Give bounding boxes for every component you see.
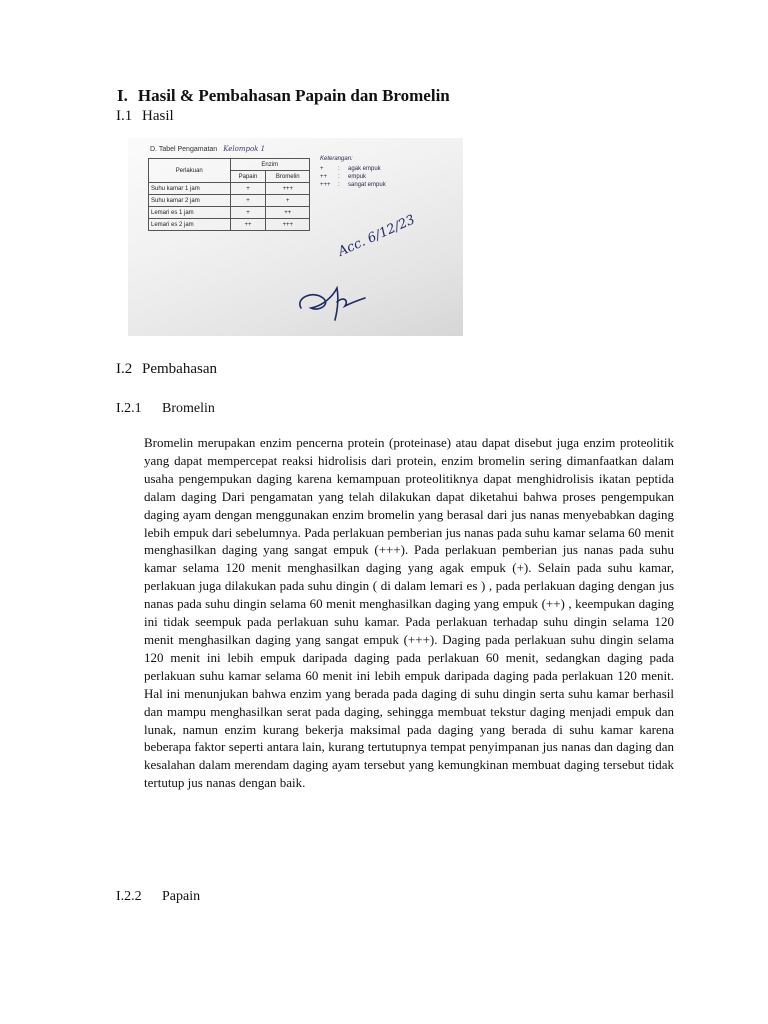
subsection-bromelin-number: I.2.1 bbox=[116, 401, 142, 416]
keterangan-item: + : agak empuk bbox=[320, 166, 381, 172]
header-bromelin: Bromelin bbox=[266, 171, 310, 183]
header-papain: Papain bbox=[230, 171, 266, 183]
subsection-papain-number: I.2.2 bbox=[116, 889, 142, 904]
keterangan-legend bbox=[320, 156, 386, 190]
keterangan-text: sangat empuk bbox=[348, 182, 386, 188]
handwritten-approval-note: Acc. 6/12/23 bbox=[336, 212, 418, 260]
main-heading-number: I. bbox=[117, 86, 128, 105]
section-hasil-heading bbox=[116, 108, 174, 125]
cell-bromelin: +++ bbox=[266, 183, 310, 195]
table-row bbox=[149, 195, 310, 207]
subsection-bromelin-heading bbox=[116, 401, 215, 417]
subsection-papain-heading bbox=[116, 889, 200, 905]
keterangan-text: agak empuk bbox=[348, 166, 381, 172]
cell-papain: + bbox=[230, 183, 266, 195]
signature-icon bbox=[293, 278, 373, 323]
cell-perlakuan: Lemari es 2 jam bbox=[149, 219, 231, 231]
subsection-bromelin-title: Bromelin bbox=[162, 401, 215, 416]
keterangan-text: empuk bbox=[348, 174, 367, 180]
section-hasil-number: I.1 bbox=[116, 108, 133, 124]
photo-handwritten-group: Kelompok 1 bbox=[223, 145, 266, 153]
cell-perlakuan: Lemari es 1 jam bbox=[149, 207, 231, 219]
cell-bromelin: + bbox=[266, 195, 310, 207]
subsection-papain-title: Papain bbox=[162, 889, 201, 904]
main-heading-title: Hasil & Pembahasan Papain dan Bromelin bbox=[137, 86, 450, 105]
table-header-row bbox=[149, 159, 310, 171]
section-pembahasan-heading bbox=[116, 361, 217, 378]
observation-table bbox=[148, 158, 310, 231]
main-heading bbox=[117, 86, 450, 106]
photo-table-label bbox=[150, 145, 265, 153]
cell-perlakuan: Suhu kamar 2 jam bbox=[149, 195, 231, 207]
keterangan-symbol: +++ bbox=[320, 182, 331, 188]
observation-table-photo bbox=[128, 138, 463, 336]
keterangan-title: Keterangan: bbox=[320, 156, 353, 162]
cell-papain: + bbox=[230, 207, 266, 219]
bromelin-paragraph: Bromelin merupakan enzim pencerna protein (proteinase) atau dapat disebut juga enzim proteolitik yang dapat mempercepat reaksi hidrolisis dari protein, enzim bromelin sering dimanfaatkan dalam usaha pengempukan daging karena kemampuan proteolitiknya dapat menghidrolisis ikatan peptida dalam daging Dari pengamatan yang telah dilakukan dapat diketahui bahwa proses pengempukan daging ayam dengan menggunakan enzim bromelin yang berasal dari jus nanas menyebabkan daging lebih empuk dari sebelumnya. Pada perlakuan pemberian jus nanas pada suhu kamar selama 60 menit menghasilkan daging yang sangat empuk (+++). Pada perlakuan pemberian jus nanas pada suhu kamar selama 120 menit menghasilkan daging yang agak empuk (+). Selain pada suhu kamar, perlakuan juga dilakukan pada suhu dingin ( di dalam lemari es ) , pada perlakuan daging dengan jus nanas pada suhu dingin selama 60 menit menghasilkan daging yang empuk (++) , keempukan daging ini tidak seempuk pada perlakuan suhu kamar. Pada perlakuan terhadap suhu dingin selama 120 menit menghasilkan daging yang sangat empuk (+++). Daging pada perlakuan suhu dingin selama 120 menit ini lebih empuk daripada daging pada perlakuan 60 menit, sedangkan daging pada perlakuan suhu kamar selama 60 menit ini lebih empuk daripada daging pada perlakuan 120 menit. Hal ini menunjukan bahwa enzim yang berada pada daging di suhu dingin serta suhu kamar berhasil dan mampu menghasilkan serat pada daging, sehingga membuat tekstur daging menjadi empuk dan lunak, namun enzim kurang bekerja maksimal pada daging yang berada di suhu kamar karena beberapa faktor seperti antara lain, kurang tertutupnya tempat penyimpanan jus nanas dan daging dan kesalahan dalam merendam daging ayam tersebut yang kemungkinan membuat daging tersebut tidak tertutup jus nanas dengan baik. bbox=[144, 435, 674, 791]
table-row bbox=[149, 207, 310, 219]
keterangan-item: ++ : empuk bbox=[320, 174, 367, 180]
table-row bbox=[149, 219, 310, 231]
cell-papain: + bbox=[230, 195, 266, 207]
cell-bromelin: ++ bbox=[266, 207, 310, 219]
table-row bbox=[149, 183, 310, 195]
cell-perlakuan: Suhu kamar 1 jam bbox=[149, 183, 231, 195]
cell-bromelin: +++ bbox=[266, 219, 310, 231]
header-enzim: Enzim bbox=[230, 159, 310, 171]
keterangan-item: +++ : sangat empuk bbox=[320, 182, 386, 188]
keterangan-symbol: + bbox=[320, 166, 324, 172]
section-hasil-title: Hasil bbox=[142, 108, 174, 124]
section-pembahasan-title: Pembahasan bbox=[142, 361, 217, 377]
header-perlakuan: Perlakuan bbox=[149, 159, 231, 183]
section-pembahasan-number: I.2 bbox=[116, 361, 133, 377]
keterangan-symbol: ++ bbox=[320, 174, 328, 180]
photo-table-label-text: D. Tabel Pengamatan bbox=[150, 146, 218, 153]
cell-papain: ++ bbox=[230, 219, 266, 231]
